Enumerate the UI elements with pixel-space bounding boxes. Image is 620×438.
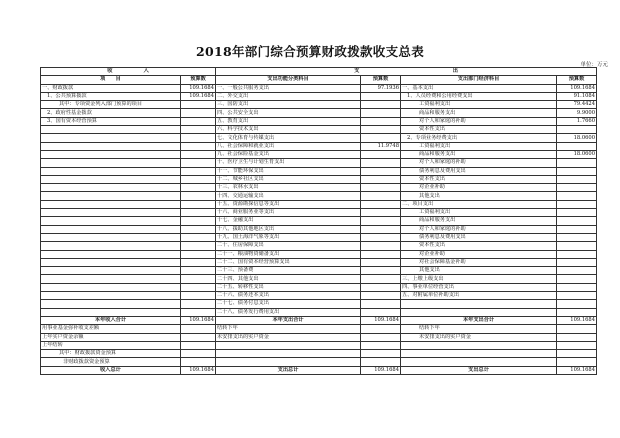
func-value [361, 358, 401, 366]
func-value [361, 150, 401, 158]
table-row [41, 341, 597, 349]
income-item [41, 134, 181, 142]
income-item [41, 167, 181, 175]
income-item [41, 175, 181, 183]
func-value [361, 167, 401, 175]
table-row [41, 92, 597, 100]
income-header: 收 入 [41, 68, 216, 76]
page-title: 2018年部门综合预算财政拨款收支总表 [196, 44, 424, 59]
item-header: 项 目 [41, 76, 181, 84]
budget-header: 预算数 [557, 76, 597, 84]
income-value [181, 258, 216, 266]
table-row [41, 233, 597, 241]
econ-value [557, 283, 597, 291]
func-value [361, 126, 401, 134]
econ-item: 二、项目支出 [401, 200, 557, 208]
econ-item [401, 358, 557, 366]
func-value [361, 233, 401, 241]
econ-value [557, 200, 597, 208]
func-item: 二十一、粮油物资储备支出 [216, 250, 361, 258]
income-value [181, 341, 216, 349]
table-row [41, 84, 597, 92]
income-value [181, 101, 216, 109]
income-value [181, 267, 216, 275]
func-value [361, 250, 401, 258]
income-value [181, 283, 216, 291]
income-item [41, 209, 181, 217]
table-row [41, 101, 597, 109]
table-row [41, 134, 597, 142]
income-item: 其中：专项资金列入部门预算的项目 [41, 101, 181, 109]
econ-value: 1.7660 [557, 117, 597, 125]
table-row [41, 209, 597, 217]
income-value [181, 184, 216, 192]
econ-value [557, 167, 597, 175]
func-value [361, 209, 401, 217]
income-value [181, 109, 216, 117]
table-row [41, 292, 597, 300]
func-value: 97.1936 [361, 84, 401, 92]
table-row [41, 142, 597, 150]
econ-value: 109.1684 [557, 84, 597, 92]
econ-value: 9.9000 [557, 109, 597, 117]
econ-item: 对个人和家庭的补助 [401, 225, 557, 233]
expenditure-total-label: 本年支出合计 [216, 316, 361, 324]
econ-value [557, 225, 597, 233]
unit-label: 单位：万元 [580, 62, 608, 68]
func-item: 二、外交支出 [216, 92, 361, 100]
func-item: 十七、金融支出 [216, 217, 361, 225]
econ-item: 工资福利支出 [401, 142, 557, 150]
income-item [41, 267, 181, 275]
econ-item: 五、对附属单位补助支出 [401, 292, 557, 300]
budget-header: 预算数 [181, 76, 216, 84]
func-item: 七、文化体育与传媒支出 [216, 134, 361, 142]
econ-item: 对个人和家庭的补助 [401, 117, 557, 125]
func-value [361, 350, 401, 358]
table-row [41, 267, 597, 275]
econ-value [557, 341, 597, 349]
income-item: 上年结转 [41, 341, 181, 349]
econ-value [557, 217, 597, 225]
budget-table [40, 67, 597, 375]
income-item [41, 200, 181, 208]
table-row [41, 258, 597, 266]
expenditure-total-value: 109.1684 [361, 316, 401, 324]
table-row [41, 300, 597, 308]
income-value [181, 350, 216, 358]
table-row [41, 175, 597, 183]
func-value [361, 184, 401, 192]
table-row [41, 159, 597, 167]
econ-item: 2、专项业务经费支出 [401, 134, 557, 142]
func-item: 九、社会保险基金支出 [216, 150, 361, 158]
econ-total-label: 本年支出合计 [401, 316, 557, 324]
econ-item: 债务利息及费用支出 [401, 233, 557, 241]
func-item: 十四、交通运输支出 [216, 192, 361, 200]
econ-value [557, 358, 597, 366]
table-row [41, 192, 597, 200]
econ-item: 商品和服务支出 [401, 217, 557, 225]
econ-item [401, 308, 557, 316]
income-item [41, 292, 181, 300]
income-value [181, 300, 216, 308]
func-value [361, 117, 401, 125]
func-item: 十二、城乡社区支出 [216, 175, 361, 183]
func-value [361, 325, 401, 333]
func-item: 十八、援助其他地区支出 [216, 225, 361, 233]
econ-item: 三、上缴上级支出 [401, 275, 557, 283]
income-item [41, 250, 181, 258]
income-item [41, 242, 181, 250]
income-total-label: 收入总计 [41, 366, 181, 374]
table-row [41, 167, 597, 175]
econ-value [557, 325, 597, 333]
econ-item: 对个人和家庭的补助 [401, 159, 557, 167]
func-value [361, 308, 401, 316]
econ-value: 91.1084 [557, 92, 597, 100]
income-value [181, 192, 216, 200]
income-value [181, 250, 216, 258]
func-item: 十三、农林水支出 [216, 184, 361, 192]
econ-value [557, 142, 597, 150]
econ-value [557, 333, 597, 341]
year-total-row [41, 316, 597, 324]
income-value [181, 126, 216, 134]
income-item: 用事业基金弥补收支差额 [41, 325, 181, 333]
expenditure-total-label: 支出总计 [216, 366, 361, 374]
header-row-1 [41, 68, 597, 76]
econ-value [557, 192, 597, 200]
func-item [216, 358, 361, 366]
func-item: 六、科学技术支出 [216, 126, 361, 134]
income-value [181, 167, 216, 175]
income-item [41, 192, 181, 200]
func-value [361, 159, 401, 167]
econ-item: 债务利息及费用支出 [401, 167, 557, 175]
table-row [41, 283, 597, 291]
econ-total-label: 支出总计 [401, 366, 557, 374]
func-item: 二十七、债务付息支出 [216, 300, 361, 308]
func-value [361, 267, 401, 275]
income-value: 109.1684 [181, 92, 216, 100]
econ-item: 1、人员经费和公用经费支出 [401, 92, 557, 100]
func-item: 未安排支出的实户资金 [216, 333, 361, 341]
econ-item [401, 300, 557, 308]
income-value [181, 217, 216, 225]
income-value [181, 150, 216, 158]
income-value [181, 325, 216, 333]
econ-item: 资本性支出 [401, 242, 557, 250]
income-value [181, 308, 216, 316]
expenditure-header: 支 出 [216, 68, 597, 76]
econ-value [557, 275, 597, 283]
func-item: 十、医疗卫生与计划生育支出 [216, 159, 361, 167]
table-row [41, 250, 597, 258]
econ-value [557, 292, 597, 300]
budget-header: 预算数 [361, 76, 401, 84]
table-row [41, 150, 597, 158]
func-value [361, 333, 401, 341]
income-item [41, 283, 181, 291]
econ-value [557, 184, 597, 192]
income-item [41, 308, 181, 316]
table-row [41, 308, 597, 316]
func-value [361, 258, 401, 266]
income-total-label: 本年收入合计 [41, 316, 181, 324]
func-value [361, 217, 401, 225]
econ-item-header: 支出部门经济科目 [401, 76, 557, 84]
econ-value [557, 267, 597, 275]
func-value [361, 92, 401, 100]
func-item: 四、公共安全支出 [216, 109, 361, 117]
func-item: 十六、商业服务业等支出 [216, 209, 361, 217]
econ-value [557, 258, 597, 266]
econ-value: 18.0600 [557, 150, 597, 158]
econ-item: 对企业补助 [401, 250, 557, 258]
func-value [361, 109, 401, 117]
econ-value [557, 300, 597, 308]
income-value [181, 358, 216, 366]
header-row-2 [41, 76, 597, 84]
func-value [361, 225, 401, 233]
income-item [41, 258, 181, 266]
func-item [216, 350, 361, 358]
econ-item: 工资福利支出 [401, 101, 557, 109]
income-item [41, 275, 181, 283]
func-value [361, 275, 401, 283]
table-row [41, 275, 597, 283]
income-item: 一、财政拨款 [41, 84, 181, 92]
func-value [361, 175, 401, 183]
income-value [181, 142, 216, 150]
econ-value [557, 242, 597, 250]
income-item [41, 150, 181, 158]
econ-value [557, 250, 597, 258]
func-item: 十五、资源勘探信息等支出 [216, 200, 361, 208]
func-item: 结转下年 [216, 325, 361, 333]
income-value [181, 275, 216, 283]
econ-value [557, 159, 597, 167]
table-row [41, 242, 597, 250]
func-value [361, 283, 401, 291]
grand-total-row [41, 366, 597, 374]
econ-value [557, 175, 597, 183]
income-value [181, 292, 216, 300]
econ-item: 商品和服务支出 [401, 150, 557, 158]
func-item: 二十五、转移性支出 [216, 283, 361, 291]
table-row [41, 117, 597, 125]
income-value [181, 159, 216, 167]
func-item: 二十、住房保障支出 [216, 242, 361, 250]
econ-value [557, 350, 597, 358]
econ-item: 未安排支出的实户资金 [401, 333, 557, 341]
func-value [361, 292, 401, 300]
econ-value: 79.4424 [557, 101, 597, 109]
econ-item: 一、基本支出 [401, 84, 557, 92]
table-row [41, 358, 597, 366]
econ-item: 其他支出 [401, 267, 557, 275]
func-item: 二十三、预备费 [216, 267, 361, 275]
expenditure-total-value: 109.1684 [361, 366, 401, 374]
func-value [361, 134, 401, 142]
econ-value [557, 233, 597, 241]
income-item: 上年实户资金余额 [41, 333, 181, 341]
income-value [181, 233, 216, 241]
income-item [41, 159, 181, 167]
econ-item [401, 350, 557, 358]
econ-value [557, 209, 597, 217]
income-item: 2、政府性基金拨款 [41, 109, 181, 117]
func-item: 一、一般公共服务支出 [216, 84, 361, 92]
func-value [361, 101, 401, 109]
income-item [41, 217, 181, 225]
func-item: 十九、国土海洋气象等支出 [216, 233, 361, 241]
func-value: 11.9748 [361, 142, 401, 150]
func-value [361, 341, 401, 349]
econ-total-value: 109.1684 [557, 366, 597, 374]
func-value [361, 200, 401, 208]
func-item: 五、教育支出 [216, 117, 361, 125]
income-item: 其中：财政拨款资金预算 [41, 350, 181, 358]
func-item: 二十八、债务发行费用支出 [216, 308, 361, 316]
econ-item: 资本性支出 [401, 126, 557, 134]
func-item: 二十二、国有资本经营预算支出 [216, 258, 361, 266]
income-item: 非财政拨款资金预算 [41, 358, 181, 366]
econ-item: 工资福利支出 [401, 209, 557, 217]
table-row [41, 217, 597, 225]
econ-value [557, 126, 597, 134]
func-value [361, 192, 401, 200]
income-item [41, 184, 181, 192]
econ-item [401, 341, 557, 349]
func-item-header: 支出功能分类科目 [216, 76, 361, 84]
func-item: 二十六、债务还本支出 [216, 292, 361, 300]
table-row [41, 350, 597, 358]
income-total-value: 109.1684 [181, 316, 216, 324]
econ-total-value: 109.1684 [557, 316, 597, 324]
income-item [41, 233, 181, 241]
econ-item: 对企业补助 [401, 184, 557, 192]
table-row [41, 225, 597, 233]
econ-item: 商品和服务支出 [401, 109, 557, 117]
income-item: 3、国有资本经营预算 [41, 117, 181, 125]
income-value [181, 225, 216, 233]
income-value [181, 333, 216, 341]
table-row [41, 109, 597, 117]
econ-item: 资本性支出 [401, 175, 557, 183]
econ-value [557, 308, 597, 316]
func-item: 二十四、其他支出 [216, 275, 361, 283]
func-value [361, 242, 401, 250]
econ-item: 对社会保障基金补助 [401, 258, 557, 266]
income-item [41, 300, 181, 308]
func-item: 十一、节能环保支出 [216, 167, 361, 175]
econ-item: 四、事业单位经营支出 [401, 283, 557, 291]
func-item [216, 341, 361, 349]
income-total-value: 109.1684 [181, 366, 216, 374]
income-value: 109.1684 [181, 84, 216, 92]
econ-value: 18.0600 [557, 134, 597, 142]
income-value [181, 175, 216, 183]
income-value [181, 200, 216, 208]
func-item: 三、国防支出 [216, 101, 361, 109]
income-item [41, 126, 181, 134]
func-value [361, 300, 401, 308]
econ-item: 其他支出 [401, 192, 557, 200]
func-item: 八、社会保障和就业支出 [216, 142, 361, 150]
income-item: 1、公共预算拨款 [41, 92, 181, 100]
income-item [41, 142, 181, 150]
income-value [181, 134, 216, 142]
econ-item: 结转下年 [401, 325, 557, 333]
income-value [181, 242, 216, 250]
income-value [181, 117, 216, 125]
income-value [181, 209, 216, 217]
table-row [41, 126, 597, 134]
income-item [41, 225, 181, 233]
table-row [41, 325, 597, 333]
table-row [41, 200, 597, 208]
table-row [41, 333, 597, 341]
table-row [41, 184, 597, 192]
